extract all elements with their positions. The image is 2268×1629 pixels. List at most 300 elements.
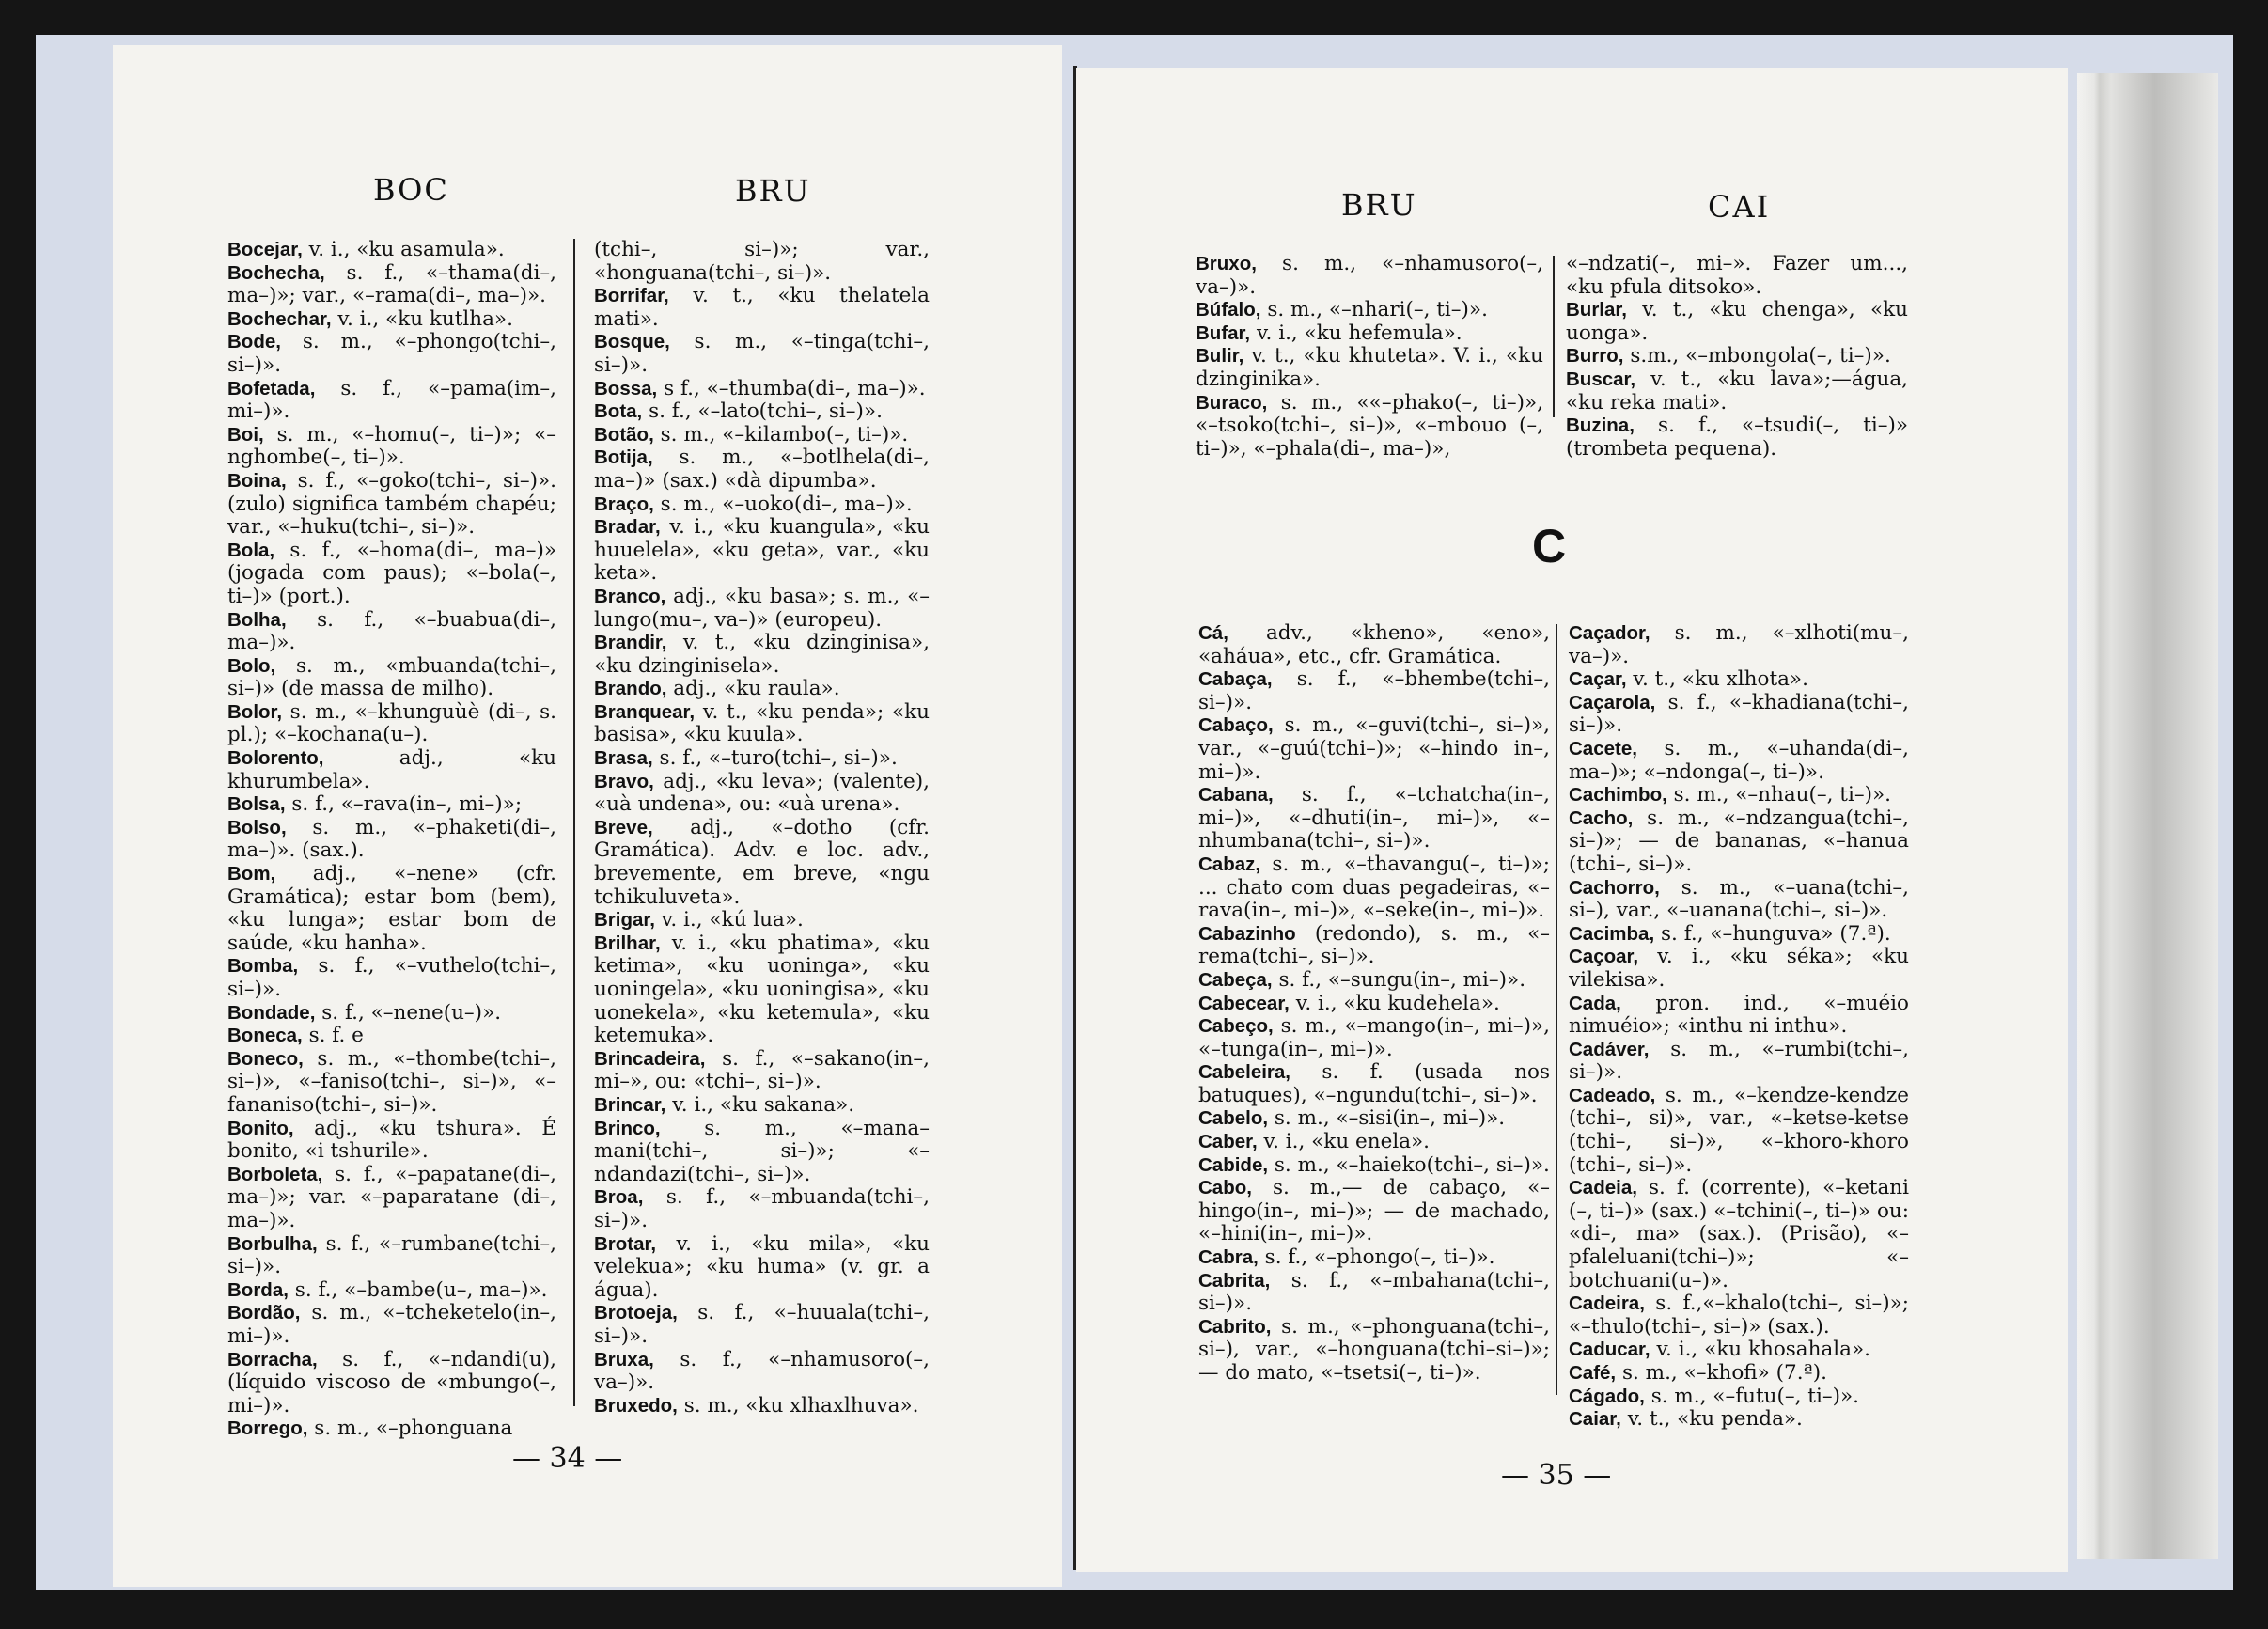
entry-definition: v. t., «ku xlhota». [1633,667,1808,692]
dictionary-entry [594,516,930,586]
entry-definition: adj., «ku tshura». É bonito, «i tshurile». [227,1116,556,1164]
dictionary-entry [1566,415,1908,461]
entry-definition: s. m., «–nhari(–, ti–)». [1267,298,1488,322]
entry-definition: s. f., «–rumbane(tchi–, si–)». [227,1231,556,1279]
entry-definition: v. i., «ku asamula». [308,238,505,261]
entry-definition: v. t., «ku dzinginisa», «ku dzinginisela». [594,631,930,678]
dictionary-entry [594,1118,930,1187]
dictionary-entry [1196,392,1543,462]
dictionary-entry [1566,368,1908,415]
dictionary-entry [594,1349,930,1395]
dictionary-entry [227,1002,556,1026]
entry-headword: Borrifar, [594,285,669,307]
right-page-top-column-2 [1566,253,1908,461]
entry-definition: s. f., «–tsudi(–, ti–)» (trombeta pequena). [1566,414,1908,461]
entry-headword: Cágado, [1569,1385,1645,1407]
dictionary-entry [227,378,556,424]
entry-definition: s. f., «–lato(tchi–, si–)». [649,399,883,424]
entry-headword: Burlar, [1566,299,1627,321]
section-letter-c: C [1532,520,1568,572]
dictionary-entry [1569,1386,1909,1409]
dictionary-entry [594,493,930,517]
entry-definition: s. f., «–mbahana(tchi–, si–)». [1198,1268,1550,1316]
entry-definition: v. i., «ku kudehela». [1295,991,1500,1015]
dictionary-entry [594,285,930,331]
dictionary-entry [227,1349,556,1418]
entry-headword: Cabaça, [1198,668,1273,691]
entry-headword: Burro, [1566,345,1624,368]
entry-definition: v. t., «ku khuteta». V. i., «ku dzinginika». [1196,344,1543,391]
entry-headword: Bolorento, [227,747,324,770]
entry-headword: Cabeço, [1198,1015,1274,1038]
dictionary-entry [227,1025,556,1048]
entry-definition: (tchi–, si–)»; var., «honguana(tchi–, si–)». [594,238,930,285]
dictionary-entry [1198,1154,1550,1178]
dictionary-entry [227,1233,556,1279]
entry-headword: Borbulha, [227,1232,318,1255]
entry-headword: Brotoeja, [594,1302,678,1324]
entry-headword: Brilhar, [594,932,661,954]
dictionary-entry [227,470,556,540]
entry-headword: Cabeça, [1198,968,1273,991]
entry-definition: s. f., «–phongo(–, ti–)». [1264,1245,1495,1270]
entry-definition: s. m., «–thavangu(–, ti–)»; ... chato com duas pegadeiras, «–rava(in–, mi–)», «–seke(in–, mi–)». [1198,852,1550,923]
entry-definition: s. f., «–bambe(u–, ma–)». [294,1277,548,1302]
dictionary-entry [1569,1292,1909,1339]
entry-definition: s. f., «–hunguva» (7.ª). [1661,921,1891,946]
entry-headword: Cabide, [1198,1153,1269,1176]
dictionary-entry [227,655,556,701]
entry-definition: s. f., «–bhembe(tchi–, si–)». [1198,667,1550,714]
entry-definition: s. m., «–mana–mani(tchi–, si–)»; «–ndandazi(tchi–, si–)». [594,1116,930,1186]
entry-definition: v. i., «ku enela». [1263,1130,1430,1154]
dictionary-entry [594,239,930,285]
entry-definition: v. t., «ku lava»;—água, «ku reka mati». [1566,367,1909,415]
entry-definition: adj., «ku basa»; s. m., «–lungo(mu–, va–)» (europeu). [594,584,930,632]
entry-definition: s. m., «–uoko(di–, ma–)». [660,492,913,516]
entry-headword: Cacho, [1569,807,1634,829]
dictionary-entry [227,863,556,955]
dictionary-entry [227,955,556,1001]
entry-headword: Bulir, [1196,345,1244,368]
entry-headword: Cadeado, [1569,1084,1656,1106]
dictionary-entry [594,446,930,493]
entry-headword: Bosque, [594,331,670,353]
entry-headword: Bolor, [227,700,283,723]
entry-headword: Bradar, [594,516,661,539]
dictionary-entry [1569,877,1909,923]
entry-headword: Caçarola, [1569,691,1656,713]
right-page-top-column-1 [1196,253,1543,461]
entry-definition: v. i., «ku kutlha». [337,306,513,331]
entry-headword: Bochechar, [227,307,332,330]
dictionary-entry [227,609,556,655]
entry-headword: Braço, [594,493,654,515]
dictionary-entry [227,1302,556,1348]
dictionary-entry [1566,253,1908,299]
entry-definition: s. f., «–homa(di–, ma–)» (jogada com paus); «–bola(–, ti–)» (port.). [227,538,556,608]
entry-headword: Caber, [1198,1131,1258,1153]
entry-headword: Brigar, [594,909,655,932]
dictionary-entry [1196,299,1543,322]
entry-definition: s. f.,«–khalo(tchi–, si–)»; «–thulo(tchi–, si–)» (sax.). [1569,1292,1909,1339]
entry-definition: v. i., «kú lua». [661,908,804,932]
dictionary-entry [1569,692,1909,738]
dictionary-entry [594,1302,930,1348]
entry-headword: Bruxo, [1196,253,1257,274]
dictionary-entry [1569,946,1909,992]
dictionary-entry [594,747,930,771]
entry-headword: Branquear, [594,700,696,723]
dictionary-entry [1198,969,1550,993]
entry-headword: Búfalo, [1196,299,1261,321]
dictionary-entry [1198,1015,1550,1061]
dictionary-entry [1569,807,1909,877]
entry-headword: Borrego, [227,1418,308,1440]
entry-headword: Bruxedo, [594,1394,678,1417]
entry-definition: s. m., «–thombe(tchi–, si–)», «–faniso(tchi–, si–)», «–fananiso(tchi–, si–)». [227,1046,556,1117]
entry-headword: Cabo, [1198,1177,1252,1199]
entry-definition: «–ndzati(–, mi–». Fazer um..., «ku pfula ditsoko». [1566,252,1908,299]
dictionary-entry [227,239,556,262]
dictionary-entry [1198,993,1550,1016]
entry-headword: Cabaço, [1198,714,1274,737]
entry-definition: s. m., «–ndzangua(tchi–, si–)»; — de bananas, «–hanua (tchi–, si–)». [1569,806,1910,876]
entry-definition: s. m., «–rumbi(tchi–, si–)». [1569,1037,1909,1085]
entry-definition: v. i., «ku kuangula», «ku huuelela», «ku geta», var., «ku keta». [594,515,930,586]
dictionary-entry [1198,1270,1550,1316]
entry-headword: Bondade, [227,1001,316,1024]
dictionary-entry [1198,854,1550,923]
entry-definition: s. f., «–ndandi(u), (líquido viscoso de «mbungo(–, mi–)». [227,1347,557,1418]
dictionary-entry [227,262,556,308]
dictionary-entry [1566,299,1908,345]
entry-definition: s. f., «–thama(di–, ma–)»; var., «–rama(di–, ma–)». [227,260,556,308]
dictionary-entry [1198,622,1550,668]
entry-definition: s. m., «–phongo(tchi–, si–)». [227,330,557,377]
entry-headword: Bocejar, [227,239,303,260]
entry-definition: adj., «ku khurumbela». [227,746,556,793]
dictionary-entry [594,400,930,424]
dictionary-entry [227,540,556,609]
entry-headword: Bom, [227,863,276,885]
entry-headword: Bolo, [227,654,276,677]
entry-headword: Buzina, [1566,415,1635,437]
entry-headword: Botija, [594,446,653,469]
dictionary-entry [594,1395,930,1418]
entry-definition: s. f., «–buabua(di–, ma–)». [227,607,556,655]
entry-definition: s. f., «–vuthelo(tchi–, si–)». [227,954,556,1001]
entry-headword: Brinco, [594,1117,661,1139]
entry-definition: s. m., «–homu(–, ti–)»; «–nghombe(–, ti–)». [227,422,556,470]
dictionary-entry [1569,1362,1909,1386]
entry-headword: Café, [1569,1362,1617,1384]
entry-headword: Cabecear, [1198,992,1290,1014]
entry-definition: s. m., «–khofi» (7.ª). [1621,1361,1827,1385]
entry-definition: s. f., «–mbuanda(tchi–, si–)». [594,1185,930,1232]
entry-definition: v. i., «ku mila», «ku velekua»; «ku huma» (v. gr. a água). [594,1231,930,1302]
dictionary-entry [594,932,930,1048]
dictionary-entry [227,817,556,863]
entry-definition: s. m., «–futu(–, ti–)». [1650,1384,1859,1408]
entry-headword: Bomba, [227,955,299,978]
entry-headword: Brincar, [594,1093,666,1116]
dictionary-entry [227,747,556,793]
dictionary-entry [227,1164,556,1233]
entry-headword: Cabaz, [1198,853,1261,875]
entry-headword: Bochecha, [227,261,325,284]
entry-definition: v. t., «ku penda»; «ku basisa», «ku kuula». [594,699,930,747]
entry-definition: s. m., «–nhamusoro(–, va–)». [1196,252,1543,299]
entry-headword: Brando, [594,678,667,700]
entry-headword: Cabazinho [1198,922,1296,945]
dictionary-entry [1569,1339,1909,1362]
entry-headword: Borda, [227,1278,289,1301]
entry-definition: s. f. e [308,1024,364,1048]
entry-definition: s. m., «–botlhela(di–, ma–)» (sax.) «dà dipumba». [594,446,930,493]
entry-definition: adv., «kheno», «eno», «aháua», etc., cfr. Gramática. [1198,621,1551,668]
entry-headword: Bode, [227,331,281,353]
dictionary-entry [594,424,930,447]
dictionary-entry [594,632,930,678]
left-page [113,45,1062,1587]
dictionary-entry [1569,1039,1909,1085]
entry-headword: Cacimba, [1569,922,1655,945]
entry-definition: s. f. (usada nos batuques), «–ngundu(tchi–, si–)». [1198,1060,1550,1107]
dictionary-entry [594,1094,930,1118]
dictionary-entry [1198,1131,1550,1154]
dictionary-entry [1569,1408,1909,1432]
dictionary-entry [594,1233,930,1303]
entry-headword: Boi, [227,423,264,446]
dictionary-entry [594,331,930,377]
dictionary-entry [594,586,930,632]
entry-headword: Boneca, [227,1025,303,1047]
dictionary-entry [594,701,930,747]
entry-definition: s. m., «–mango(in–, mi–)», «–tunga(in–, mi–)». [1198,1014,1550,1061]
dictionary-entry [594,1186,930,1232]
left-page-column-1 [227,239,556,1441]
entry-headword: Bonito, [227,1117,294,1139]
entry-headword: Caçar, [1569,668,1627,691]
entry-definition: s. f., «–khadiana(tchi–, si–)». [1569,690,1909,738]
entry-definition: s. f., «–goko(tchi–, si–)». (zulo) significa também chapéu; var., «–huku(tchi–, si–)». [227,468,556,540]
entry-definition: v. i., «ku khosahala». [1656,1338,1870,1362]
entry-headword: Cadeia, [1569,1177,1637,1199]
entry-definition: s. m., «–phaketi(di–, ma–)». (sax.). [227,815,556,863]
entry-definition: s. m., «–sisi(in–, mi–)». [1274,1106,1506,1131]
entry-headword: Botão, [594,423,654,446]
entry-definition: s. m., «–tinga(tchi–, si–)». [594,330,930,377]
entry-headword: Buraco, [1196,391,1268,414]
dictionary-entry [1198,923,1550,969]
right-page-header-first: BRU [1341,187,1417,223]
dictionary-entry [1569,923,1909,947]
dictionary-entry [227,701,556,747]
entry-headword: Bolso, [227,816,287,838]
entry-headword: Cabrito, [1198,1315,1272,1338]
entry-headword: Brincadeira, [594,1047,706,1070]
entry-definition: v. t., «ku thelatela mati». [594,284,931,331]
entry-headword: Cada, [1569,992,1621,1014]
entry-definition: (redondo), s. m., «–rema(tchi–, si–)». [1198,921,1551,969]
entry-definition: s. m., «mbuanda(tchi–, si–)» (de massa de milho). [227,653,556,701]
entry-headword: Boina, [227,469,287,492]
entry-definition: s. f. (corrente), «–ketani (–, ti–)» (sax.) «–tchini(–, ti–)» ou: «di–, ma» (sax.). (Prisão), «–pfaleluani(tchi–)»; «–botchuani(u–)». [1569,1176,1909,1292]
entry-headword: Borboleta, [227,1163,323,1185]
page-number-34: — 34 — [512,1442,623,1475]
entry-headword: Bufar, [1196,321,1251,344]
entry-headword: Branco, [594,585,666,607]
dictionary-entry [1569,668,1909,692]
entry-definition: s. f., «–pama(im–, mi–)». [227,376,556,424]
entry-definition: pron. ind., «–muéio nimuéio»; «inthu ni inthu». [1569,991,1909,1039]
dictionary-entry [227,331,556,377]
dictionary-entry [227,1048,556,1118]
dictionary-entry [1196,322,1543,346]
right-page-column-2 [1569,622,1909,1432]
entry-definition: s. m., «–phonguana(tchi–, si–), var., «–honguana(tchi–si–)»; — do mato, «–tsetsi(–, ti–)». [1198,1314,1550,1385]
dictionary-entry [1569,784,1909,807]
entry-headword: Boneco, [227,1047,304,1070]
entry-headword: Bola, [227,539,275,561]
entry-headword: Cabra, [1198,1246,1259,1269]
entry-headword: Cabelo, [1198,1107,1269,1130]
entry-headword: Breve, [594,816,653,838]
dictionary-entry [594,909,930,932]
entry-definition: s. f., «–turo(tchi–, si–)». [659,746,898,771]
entry-definition: adj., «ku raula». [673,677,840,701]
entry-definition: s. m., «–kendze-kendze (tchi–, si)», var., «–ketse-ketse (tchi–, si–)», «–khoro-khoro (tchi–, si–)». [1569,1083,1909,1177]
entry-definition: s. f., «–rava(in–, mi–)»; [291,792,523,817]
entry-headword: Cá, [1198,622,1228,644]
entry-definition: s. m., «–guvi(tchi–, si–)», var., «–guú(tchi–)»; «–hindo in–, mi–)». [1198,713,1550,784]
entry-definition: s. m., «–uhanda(di–, ma–)»; «–ndonga(–, ti–)». [1569,736,1909,784]
entry-headword: Bordão, [227,1302,301,1324]
right-page-header-last: CAI [1708,189,1771,225]
entry-definition: s. m., «–tcheketelo(in–, mi–)». [227,1301,556,1348]
dictionary-entry [1198,1246,1550,1270]
entry-definition: adj., «–dotho (cfr. Gramática). Adv. e loc. adv., brevemente, em breve, «ngu tchikuluveta». [594,815,930,909]
entry-headword: Cachorro, [1569,876,1660,899]
entry-definition: v. i., «ku séka»; «ku vilekisa». [1569,945,1909,992]
entry-headword: Bofetada, [227,377,316,399]
entry-headword: Borracha, [227,1348,318,1371]
entry-headword: Bruxa, [594,1348,654,1371]
right-page [1076,68,2068,1572]
entry-definition: s. m., «–kilambo(–, ti–)». [660,422,909,446]
entry-headword: Caçador, [1569,622,1650,644]
entry-definition: s. m., «–khunguùè (di–, s. pl.); «–kochana(u–). [227,699,556,747]
dictionary-entry [1569,1177,1909,1292]
dictionary-entry [227,424,556,470]
entry-definition: s f., «–thumba(di–, ma–)». [664,376,926,400]
dictionary-entry [1198,1316,1550,1386]
entry-headword: Broa, [594,1186,644,1209]
dictionary-entry [1569,993,1909,1039]
entry-definition: v. i., «ku hefemula». [1256,321,1462,345]
entry-headword: Brotar, [594,1232,657,1255]
entry-definition: s. m., «–haieko(tchi–, si–)». [1274,1152,1550,1177]
dictionary-entry [1196,345,1543,391]
entry-headword: Bossa, [594,377,658,399]
entry-headword: Cabeleira, [1198,1061,1290,1084]
entry-headword: Cabana, [1198,784,1274,807]
dictionary-entry [594,678,930,701]
entry-definition: s. m., «–nhau(–, ti–)». [1673,783,1891,807]
page-number-35: — 35 — [1501,1459,1612,1492]
column-divider [1556,624,1557,1395]
entry-definition: s. f., «–sakano(in–, mi–», ou: «tchi–, si–)». [594,1046,930,1094]
entry-definition: s. f., «–nene(u–)». [321,1000,502,1025]
dictionary-entry [1569,1085,1909,1177]
dictionary-entry [1569,622,1909,668]
dictionary-entry [227,793,556,817]
entry-headword: Cachimbo, [1569,784,1667,807]
column-divider [573,239,575,1406]
dictionary-entry [1198,1061,1550,1107]
entry-definition: s. f., «–sungu(in–, mi–)». [1278,967,1526,992]
entry-definition: v. i., «ku sakana». [672,1092,855,1117]
entry-headword: Bolsa, [227,793,286,816]
dictionary-entry [1569,738,1909,784]
entry-definition: v. t., «ku penda». [1627,1407,1803,1432]
entry-headword: Caiar, [1569,1408,1621,1431]
left-page-column-2 [594,239,930,1418]
dictionary-entry [1198,784,1550,854]
entry-headword: Buscar, [1566,368,1636,390]
next-page-edge [2077,73,2218,1559]
entry-definition: s. m., «–phonguana [314,1417,513,1441]
entry-headword: Caçoar, [1569,946,1639,968]
entry-definition: v. i., «ku phatima», «ku ketima», «ku uoninga», «ku uoningela», «ku uoningisa», «ku uonekela», «ku ketemula», «ku ketemuka». [594,931,930,1048]
entry-headword: Bolha, [227,608,287,631]
column-divider [1553,256,1555,417]
left-page-header-first: BOC [373,172,449,208]
entry-definition: adj., «–nene» (cfr. Gramática); estar bom (bem), «ku lunga»; estar bom de saúde, «ku hanha». [227,862,556,955]
dictionary-entry [1198,1177,1550,1246]
dictionary-entry [1196,253,1543,299]
entry-definition: s.m., «–mbongola(–, ti–)». [1630,344,1891,368]
dictionary-entry [227,1279,556,1303]
entry-definition: s. f., «–nhamusoro(–, va–)». [594,1347,930,1395]
entry-definition: s. m.,— de cabaço, «–hingo(in–, mi–)»; — de machado, «–hini(in–, mi–)». [1198,1176,1550,1246]
dictionary-entry [594,771,930,817]
entry-definition: v. t., «ku chenga», «ku uonga». [1566,298,1908,345]
dictionary-entry [1566,345,1908,368]
entry-headword: Brandir, [594,632,667,654]
entry-definition: s. m., «–xlhoti(mu–, va–)». [1569,621,1909,668]
dictionary-entry [1198,714,1550,784]
dictionary-entry [227,1118,556,1164]
entry-definition: adj., «ku leva»; (valente), «uà undena», ou: «uà urena». [594,769,931,817]
entry-headword: Bota, [594,400,643,423]
dictionary-entry [1198,1107,1550,1131]
entry-headword: Cadáver, [1569,1038,1650,1060]
entry-definition: s. m., «–uana(tchi–, si–), var., «–uanana(tchi–, si–)». [1569,875,1910,923]
entry-headword: Brasa, [594,747,653,770]
entry-definition: s. m., «ku xlhaxlhuva». [683,1393,919,1418]
entry-definition: s. f., «–tchatcha(in–, mi–)», «–dhuti(in–, mi–)», «–nhumbana(tchi–, si–)». [1198,783,1550,854]
entry-definition: s. m., ««–phako(–, ti–)», «–tsoko(tchi–, si–)», «–mbouo (–, ti–)», «–phala(di–, ma–)», [1196,390,1543,461]
right-page-column-1 [1198,622,1550,1386]
dictionary-entry [594,817,930,909]
entry-headword: Cabrita, [1198,1269,1271,1292]
dictionary-entry [594,378,930,401]
dictionary-entry [227,308,556,332]
entry-headword: Caducar, [1569,1339,1650,1361]
left-page-header-last: BRU [735,173,811,209]
